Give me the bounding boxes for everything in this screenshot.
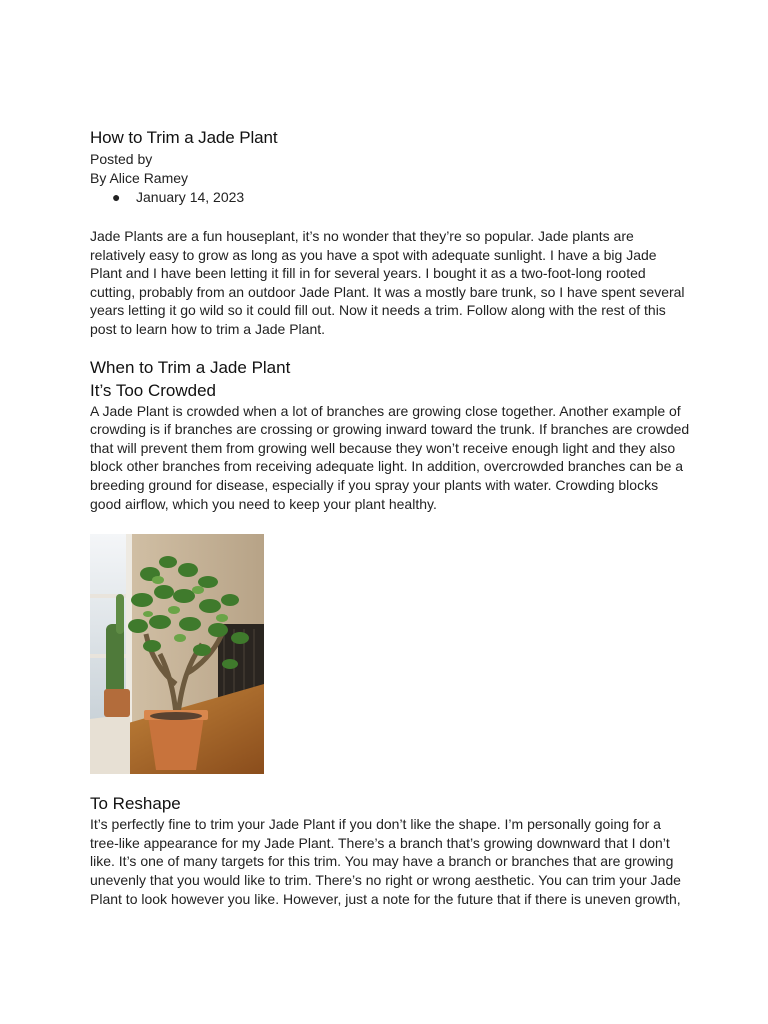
crowded-paragraph: A Jade Plant is crowded when a lot of branches are growing close together. Another example of crowding is if branches are crossing or growing inward toward the trunk. If branches are crowded that will prevent them from growing well because they won’t receive enough light and they also block other branches from receiving adequate light. In addition, overcrowded branches can be a breeding ground for disease, especially if you spray your plants with water. Crowding blocks good airflow, which you need to keep your plant healthy. — [90, 402, 690, 512]
reshape-paragraph: It’s perfectly fine to trim your Jade Plant if you don’t like the shape. I’m personally going for a tree-like appearance for my Jade Plant. There’s a branch that’s growing downward that I don’t like. It’s one of many targets for this trim. You may have a branch or branches that are growing unevenly that you would like to trim. There’s no right or wrong aesthetic. You can trim your Jade Plant to look however you like. However, just a note for the future that if there is uneven growth, — [90, 816, 681, 907]
subsection-heading-crowded: It’s Too Crowded — [90, 380, 216, 400]
list-item — [90, 188, 690, 207]
subsection-heading-reshape: To Reshape — [90, 794, 181, 814]
author-name: By Alice Ramey — [90, 170, 189, 186]
posted-by-label: Posted by — [90, 151, 153, 167]
bullet-icon: ● — [112, 189, 121, 205]
post-date: January 14, 2023 — [136, 189, 245, 205]
section-heading-when: When to Trim a Jade Plant — [90, 357, 291, 377]
article-title: How to Trim a Jade Plant — [90, 128, 278, 147]
date-list — [90, 188, 690, 207]
jade-plant-photo — [90, 534, 264, 774]
intro-paragraph: Jade Plants are a fun houseplant, it’s no wonder that they’re so popular. Jade plants are relatively easy to grow as long as you have a spot with adequate sunlight. I have a big Jade Plant and I have been letting it fill in for several years. I bought it as a two-foot-long rooted cutting, probably from an outdoor Jade Plant. It was a mostly bare trunk, so I have spent several years letting it go wild so it could fill out. Now it needs a trim. Follow along with the rest of this post to learn how to trim a Jade Plant. — [90, 228, 685, 337]
article — [90, 128, 690, 908]
